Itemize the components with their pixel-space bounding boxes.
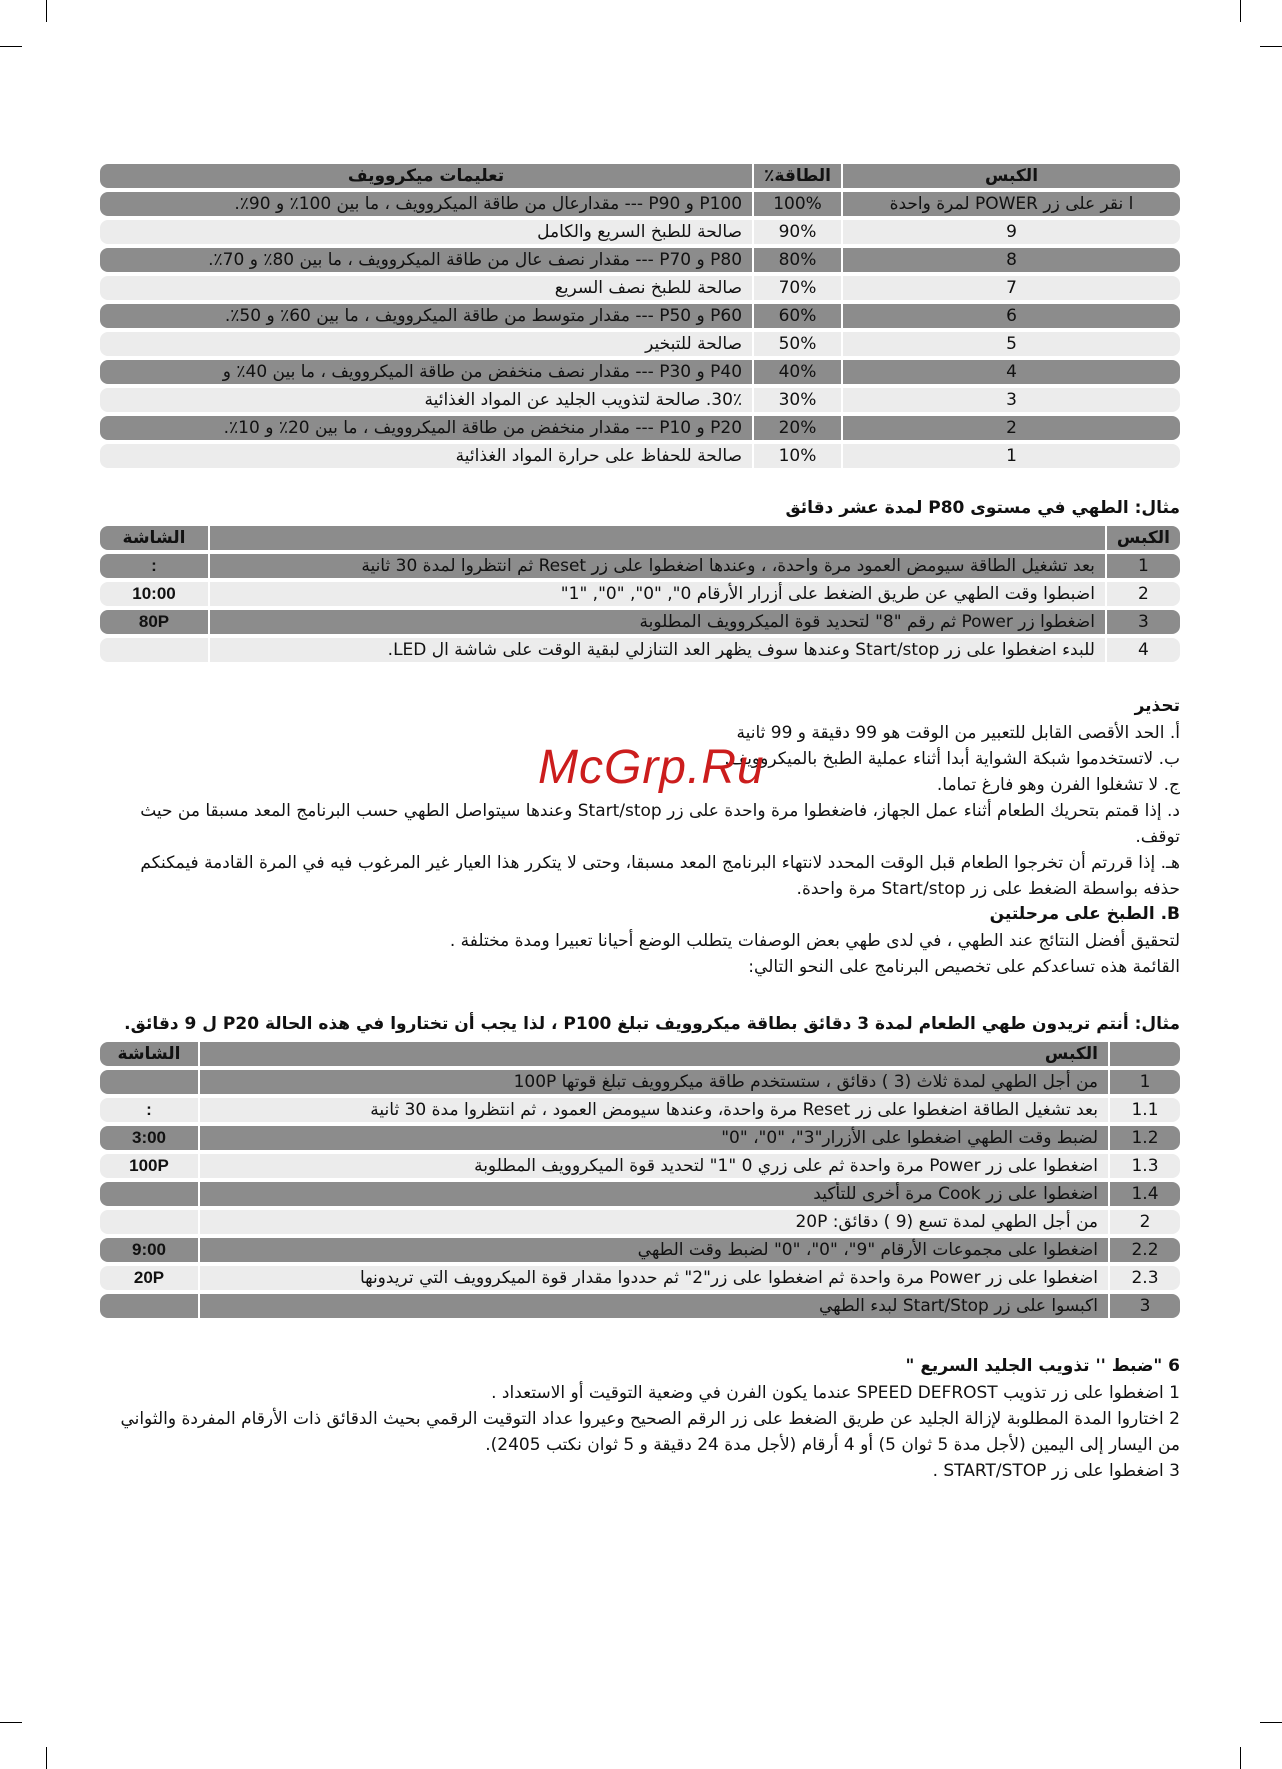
table-row [100, 1070, 1180, 1094]
action-cell: من أجل الطهي لمدة تسع (9 ) دقائق: 20P [200, 1210, 1110, 1234]
table-row [100, 638, 1180, 662]
power-cell: 90% [754, 220, 843, 244]
header-press: الكبس [843, 164, 1180, 188]
instruction-step: 1 اضغطوا على زر تذويب SPEED DEFROST عندما يكون الفرن في وضعية التوقيت أو الاستعداد . [491, 1383, 1180, 1403]
paragraph: لتحقيق أفضل النتائج عند الطهي ، في لدى طهي بعض الوصفات يتطلب الوضع أحيانا تعبيرا ومدة مختلفة . [449, 931, 1180, 951]
action-cell: بعد تشغيل الطاقة سيومض العمود مرة واحدة، ، وعندها اضغطوا على زر Reset ثم انتظروا لمدة 30 ثانية [210, 554, 1107, 578]
display-cell: 100P [100, 1154, 200, 1178]
step-cell: 2 [1110, 1210, 1180, 1234]
table-row [100, 1098, 1180, 1122]
instruction-cell: P20 و P10 --- مقدار منخفض من طاقة الميكروويف ، ما بين 20٪ و 10٪. [100, 416, 754, 440]
action-cell: اضغطوا على زر Power مرة واحدة ثم اضغطوا على زر"2" ثم حددوا مقدار قوة الميكروويف التي تريدونها [200, 1266, 1110, 1290]
step-cell: 1.4 [1110, 1182, 1180, 1206]
instruction-cell: صالحة للحفاظ على حرارة المواد الغذائية [100, 444, 754, 468]
example2-table [100, 1038, 1180, 1322]
display-cell: 3:00 [100, 1126, 200, 1150]
action-cell: لضبط وقت الطهي اضغطوا على الأزرار"3"، "0"، "0" [200, 1126, 1110, 1150]
step-cell: 3 [1110, 1294, 1180, 1318]
press-cell: 1 [843, 444, 1180, 468]
power-cell: 10% [754, 444, 843, 468]
section6-text [100, 1380, 1180, 1484]
watermark-logo: McGrp.Ru [538, 741, 765, 794]
display-cell [100, 1210, 200, 1234]
table-row [100, 192, 1180, 216]
section6-title: 6 "ضبط '' تذويب الجليد السريع " [905, 1356, 1180, 1376]
power-cell: 60% [754, 304, 843, 328]
press-cell: 6 [843, 304, 1180, 328]
table-row [100, 1182, 1180, 1206]
instruction-step: 2 اختاروا المدة المطلوبة لإزالة الجليد عن طريق الضغط على زر الرقم الصحيح وعيروا عداد التوقيت الرقمي بحيث الدقائق ذات الأرقام المفردة والثواني من اليسار إلى اليمين (لأجل مدة 5 ثوان 5) أو 4 أرقام (لأجل مدة 24 دقيقة و 5 ثوان نكتب 2405). [120, 1409, 1180, 1455]
header-step [210, 526, 1107, 550]
step-cell: 4 [1107, 638, 1180, 662]
table-row [100, 416, 1180, 440]
action-cell: بعد تشغيل الطاقة اضغطوا على زر Reset مرة واحدة، وعندها سيومض العمود ، ثم انتظروا مدة 30 ثانية [200, 1098, 1110, 1122]
table-header-row [100, 1042, 1180, 1066]
table-row [100, 1266, 1180, 1290]
press-cell: 2 [843, 416, 1180, 440]
step-cell: 1 [1107, 554, 1180, 578]
power-cell: 100% [754, 192, 843, 216]
press-cell: 9 [843, 220, 1180, 244]
instruction-cell: صالحة للتبخير [100, 332, 754, 356]
crop-mark [1260, 46, 1282, 47]
step-cell: 1.2 [1110, 1126, 1180, 1150]
press-cell: 8 [843, 248, 1180, 272]
instruction-cell: 30٪. صالحة لتذويب الجليد عن المواد الغذائية [100, 388, 754, 412]
display-cell: 9:00 [100, 1238, 200, 1262]
table-row [100, 1126, 1180, 1150]
crop-mark [0, 1722, 22, 1723]
header-display: الشاشة [100, 1042, 200, 1066]
warning-item: أ. الحد الأقصى القابل للتعبير من الوقت هو 99 دقيقة و 99 ثانية [736, 723, 1180, 743]
crop-mark [1260, 1722, 1282, 1723]
power-cell: 40% [754, 360, 843, 384]
example2-title: مثال: أنتم تريدون طهي الطعام لمدة 3 دقائق بطاقة ميكروويف تبلغ P100 ، لذا يجب أن تختاروا في هذه الحالة P20 ل 9 دقائق. [124, 1014, 1180, 1034]
power-cell: 30% [754, 388, 843, 412]
warning-item: هـ. إذا قررتم أن تخرجوا الطعام قبل الوقت المحدد لانتهاء البرنامج المعد مسبقا، وحتى لا يتكرر هذا العيار غير المرغوب فيه في المرة القادمة فيمكنكم حذفه بواسطة الضغط على زر Start/stop مرة واحدة. [140, 853, 1180, 899]
press-cell: 4 [843, 360, 1180, 384]
power-cell: 50% [754, 332, 843, 356]
action-cell: اضغطوا على مجموعات الأرقام "9"، "0"، "0" لضبط وقت الطهي [200, 1238, 1110, 1262]
header-press: الكبس [200, 1042, 1110, 1066]
header-power: الطاقة٪ [754, 164, 843, 188]
crop-mark [46, 1747, 47, 1769]
header-instructions: تعليمات ميكروويف [100, 164, 754, 188]
table-row [100, 582, 1180, 606]
table-row [100, 304, 1180, 328]
table-row [100, 248, 1180, 272]
instruction-cell: P80 و P70 --- مقدار نصف عال من طاقة الميكروويف ، ما بين 80٪ و 70٪. [100, 248, 754, 272]
example1-table [100, 522, 1180, 666]
table-header-row [100, 526, 1180, 550]
header-step [1110, 1042, 1180, 1066]
section-b-text [100, 928, 1180, 980]
page-content [100, 160, 1180, 1484]
action-cell: اضغطوا زر Power ثم رقم "8" لتحديد قوة الميكروويف المطلوبة [210, 610, 1107, 634]
table-row [100, 610, 1180, 634]
press-cell: ا نقر على زر POWER لمرة واحدة [843, 192, 1180, 216]
step-cell: 1.1 [1110, 1098, 1180, 1122]
table-header-row [100, 164, 1180, 188]
table-row [100, 444, 1180, 468]
action-cell: اضغطوا على زر Power مرة واحدة ثم على زري 0 "1" لتحديد قوة الميكروويف المطلوبة [200, 1154, 1110, 1178]
table-row [100, 388, 1180, 412]
table-row [100, 276, 1180, 300]
table-row [100, 1154, 1180, 1178]
action-cell: اضبطوا وقت الطهي عن طريق الضغط على أزرار الأرقام 0", "0", "0", "1" [210, 582, 1107, 606]
paragraph: القائمة هذه تساعدكم على تخصيص البرنامج على النحو التالي: [748, 957, 1180, 977]
crop-mark [1240, 1747, 1241, 1769]
warning-item: د. إذا قمتم بتحريك الطعام أثناء عمل الجهاز، فاضغطوا مرة واحدة على زر Start/stop وعندها سيتواصل الطهي حسب البرنامج المعد مسبقا من حيث توقف. [140, 801, 1180, 847]
table-row [100, 1238, 1180, 1262]
crop-mark [46, 0, 47, 22]
instruction-cell: P100 و P90 --- مقدارعال من طاقة الميكروويف ، ما بين 100٪ و 90٪. [100, 192, 754, 216]
press-cell: 3 [843, 388, 1180, 412]
header-press: الكبس [1107, 526, 1180, 550]
step-cell: 3 [1107, 610, 1180, 634]
press-cell: 7 [843, 276, 1180, 300]
warning-item: ج. لا تشغلوا الفرن وهو فارغ تماما. [936, 775, 1180, 795]
display-cell [100, 1070, 200, 1094]
table-row [100, 554, 1180, 578]
table-row [100, 332, 1180, 356]
table-row [100, 1210, 1180, 1234]
crop-mark [0, 46, 22, 47]
table-row [100, 220, 1180, 244]
power-cell: 20% [754, 416, 843, 440]
power-cell: 70% [754, 276, 843, 300]
display-cell: : [100, 554, 210, 578]
display-cell: 20P [100, 1266, 200, 1290]
action-cell: للبدء اضغطوا على زر Start/stop وعندها سوف يظهر العد التنازلي لبقية الوقت على شاشة ال LED. [210, 638, 1107, 662]
step-cell: 1 [1110, 1070, 1180, 1094]
table-row [100, 360, 1180, 384]
power-levels-table [100, 160, 1180, 472]
instruction-cell: صالحة للطبخ السريع والكامل [100, 220, 754, 244]
step-cell: 2.2 [1110, 1238, 1180, 1262]
example1-title: مثال: الطهي في مستوى P80 لمدة عشر دقائق [785, 498, 1180, 518]
header-display: الشاشة [100, 526, 210, 550]
instruction-cell: P60 و P50 --- مقدار متوسط من طاقة الميكروويف ، ما بين 60٪ و 50٪. [100, 304, 754, 328]
display-cell [100, 1182, 200, 1206]
table-row [100, 1294, 1180, 1318]
instruction-cell: P40 و P30 --- مقدار نصف منخفض من طاقة الميكروويف ، ما بين 40٪ و [100, 360, 754, 384]
action-cell: اكبسوا على زر Start/Stop لبدء الطهي [200, 1294, 1110, 1318]
display-cell: : [100, 1098, 200, 1122]
display-cell: 80P [100, 610, 210, 634]
warning-title: تحذير [1134, 696, 1180, 716]
action-cell: اضغطوا على زر Cook مرة أخرى للتأكيد [200, 1182, 1110, 1206]
step-cell: 2 [1107, 582, 1180, 606]
action-cell: من أجل الطهي لمدة ثلاث (3 ) دقائق ، ستستخدم طاقة ميكروويف تبلغ قوتها 100P [200, 1070, 1110, 1094]
section-b-title: B. الطبخ على مرحلتين [989, 904, 1180, 924]
display-cell [100, 638, 210, 662]
crop-mark [1240, 0, 1241, 22]
instruction-cell: صالحة للطبخ نصف السريع [100, 276, 754, 300]
display-cell [100, 1294, 200, 1318]
instruction-step: 3 اضغطوا على زر START/STOP . [932, 1461, 1180, 1481]
display-cell: 10:00 [100, 582, 210, 606]
press-cell: 5 [843, 332, 1180, 356]
step-cell: 1.3 [1110, 1154, 1180, 1178]
step-cell: 2.3 [1110, 1266, 1180, 1290]
warning-item: ب. لاتستخدموا شبكة الشواية أبدا أثناء عملية الطبخ بالميكروويف. [724, 749, 1180, 769]
power-cell: 80% [754, 248, 843, 272]
